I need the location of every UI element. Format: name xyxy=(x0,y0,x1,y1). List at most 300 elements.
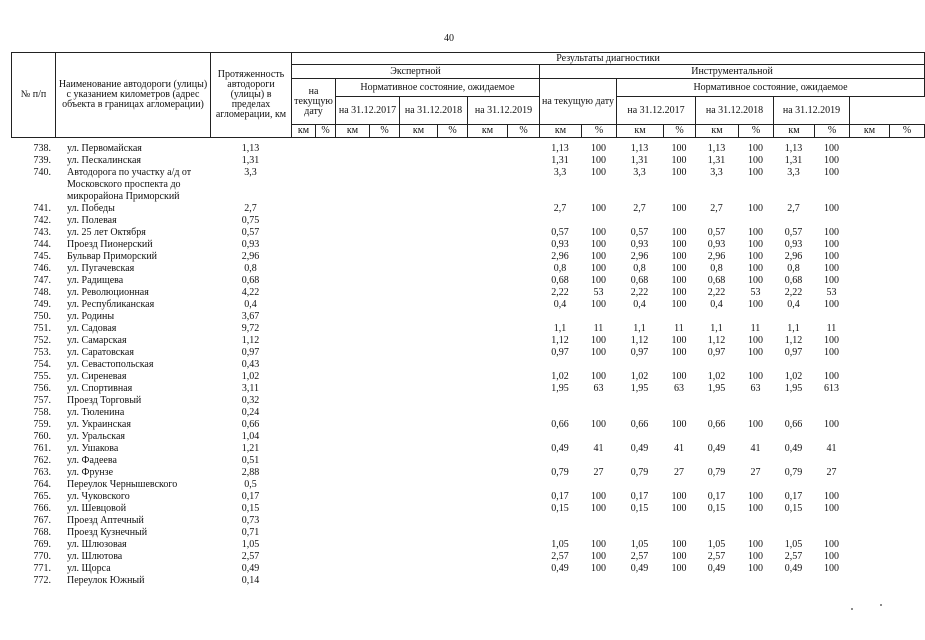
row-number: 749. xyxy=(33,299,51,310)
row-number: 747. xyxy=(33,275,51,286)
row-expert-cell xyxy=(467,347,507,359)
row-number: 769. xyxy=(33,539,51,550)
row-number: 762. xyxy=(33,455,51,466)
row-instr-pct: 100 xyxy=(824,203,839,214)
row-expert-cell xyxy=(507,311,539,323)
row-instr-km: 0,49 xyxy=(630,563,649,574)
row-length: 0,17 xyxy=(241,491,260,502)
row-length: 1,05 xyxy=(241,539,260,550)
row-expert-cell xyxy=(369,299,399,311)
row-expert-cell xyxy=(437,155,467,167)
row-expert-cell xyxy=(437,383,467,395)
row-instr-pct: 41 xyxy=(750,443,761,454)
row-number: 766. xyxy=(33,503,51,514)
row-expert-cell xyxy=(467,515,507,527)
row-expert-cell xyxy=(467,239,507,251)
row-instr-km xyxy=(773,395,814,407)
header-expert-date: на 31.12.2019 xyxy=(468,97,540,125)
row-instr-km xyxy=(773,431,814,443)
row-instr-pct: 613 xyxy=(824,383,839,394)
row-instr-km: 1,95 xyxy=(551,383,569,394)
row-instr-pct xyxy=(663,575,695,587)
row-instr-pct: 100 xyxy=(748,203,763,214)
row-instr-km xyxy=(539,515,581,527)
row-expert-cell xyxy=(437,143,467,155)
row-instr-km xyxy=(539,359,581,371)
row-expert-cell xyxy=(399,335,437,347)
row-expert-cell xyxy=(437,251,467,263)
row-instr-km xyxy=(539,431,581,443)
row-expert-cell xyxy=(291,215,315,227)
row-expert-cell xyxy=(369,455,399,467)
row-instr-pct xyxy=(663,407,695,419)
row-instr-km: 2,22 xyxy=(551,287,569,298)
row-expert-cell xyxy=(315,383,335,395)
row-expert-cell xyxy=(335,215,369,227)
row-expert-cell xyxy=(399,323,437,335)
row-instr-km: 1,1 xyxy=(787,323,800,334)
row-road-name: ул. Сиреневая xyxy=(67,371,127,382)
row-expert-cell xyxy=(437,479,467,491)
row-expert-cell xyxy=(467,527,507,539)
row-expert-cell xyxy=(467,539,507,551)
row-expert-cell xyxy=(315,227,335,239)
row-length: 0,24 xyxy=(241,407,260,418)
row-instr-pct: 27 xyxy=(593,467,604,478)
row-expert-cell xyxy=(507,575,539,587)
row-instr-km: 1,05 xyxy=(551,539,569,550)
row-length: 2,57 xyxy=(241,551,260,562)
row-instr-pct xyxy=(663,527,695,539)
unit-pct: % xyxy=(664,125,696,138)
table-row xyxy=(11,563,924,575)
row-expert-cell xyxy=(507,371,539,383)
row-instr-pct: 100 xyxy=(671,503,687,514)
row-expert-cell xyxy=(369,311,399,323)
row-expert-cell xyxy=(369,263,399,275)
row-length: 1,31 xyxy=(241,155,260,166)
row-expert-cell xyxy=(507,251,539,263)
row-expert-cell xyxy=(507,491,539,503)
row-instr-km: 2,22 xyxy=(707,287,726,298)
row-instr-pct: 27 xyxy=(674,467,684,478)
row-instr-pct xyxy=(738,455,773,467)
row-instr-km: 0,93 xyxy=(551,239,569,250)
row-instr-pct: 100 xyxy=(591,563,606,574)
row-road-name: Бульвар Приморский xyxy=(67,251,158,262)
row-expert-cell xyxy=(291,503,315,515)
row-instr-km xyxy=(539,311,581,323)
row-instr-km: 0,97 xyxy=(707,347,726,358)
row-expert-cell xyxy=(315,503,335,515)
row-instr-pct: 100 xyxy=(671,263,687,274)
row-instr-pct xyxy=(581,515,616,527)
row-expert-cell xyxy=(315,263,335,275)
row-expert-cell xyxy=(315,539,335,551)
row-expert-cell xyxy=(369,323,399,335)
row-instr-km: 0,79 xyxy=(630,467,649,478)
row-expert-cell xyxy=(335,239,369,251)
row-instr-km: 0,49 xyxy=(707,563,726,574)
row-number: 743. xyxy=(33,227,51,238)
row-instr-km: 1,1 xyxy=(633,323,646,334)
row-instr-pct: 63 xyxy=(593,383,604,394)
table-row xyxy=(11,323,924,335)
row-expert-cell xyxy=(369,527,399,539)
unit-km: км xyxy=(400,125,438,138)
row-instr-km: 1,13 xyxy=(707,143,726,154)
row-length: 0,66 xyxy=(241,419,260,430)
row-instr-km: 0,8 xyxy=(633,263,646,274)
header-instr-current: на текущую дату xyxy=(540,79,617,125)
table-row xyxy=(11,383,924,395)
row-instr-pct xyxy=(581,431,616,443)
row-instr-pct xyxy=(663,515,695,527)
row-expert-cell xyxy=(291,275,315,287)
row-instr-km: 0,49 xyxy=(784,443,803,454)
row-instr-pct: 41 xyxy=(593,443,604,454)
unit-km: км xyxy=(468,125,508,138)
row-instr-pct xyxy=(814,395,849,407)
row-expert-cell xyxy=(291,515,315,527)
row-road-name: ул. Чуковского xyxy=(67,491,130,502)
row-instr-pct: 100 xyxy=(824,143,839,154)
row-expert-cell xyxy=(437,263,467,275)
row-instr-pct: 100 xyxy=(748,263,763,274)
row-instr-pct xyxy=(814,359,849,371)
row-instr-pct: 100 xyxy=(824,347,839,358)
row-expert-cell xyxy=(369,419,399,431)
row-expert-cell xyxy=(507,227,539,239)
row-instr-km xyxy=(616,515,663,527)
row-instr-pct: 100 xyxy=(824,239,839,250)
row-expert-cell xyxy=(291,551,315,563)
row-expert-cell xyxy=(335,503,369,515)
unit-pct: % xyxy=(890,125,925,138)
row-expert-cell xyxy=(335,563,369,575)
row-expert-cell xyxy=(335,527,369,539)
row-expert-cell xyxy=(315,455,335,467)
row-instr-pct: 100 xyxy=(748,335,763,346)
row-expert-cell xyxy=(369,359,399,371)
row-expert-cell xyxy=(369,371,399,383)
row-expert-cell xyxy=(399,263,437,275)
row-expert-cell xyxy=(467,143,507,155)
row-instr-km: 0,79 xyxy=(707,467,726,478)
table-row xyxy=(11,227,924,239)
row-expert-cell xyxy=(507,143,539,155)
row-road-name: Автодорога по участку а/д от Московского проспекта до микрорайона Приморский xyxy=(67,167,192,202)
row-instr-pct: 100 xyxy=(591,371,606,382)
row-instr-pct: 100 xyxy=(671,155,687,166)
row-instr-km: 0,15 xyxy=(707,503,726,514)
row-instr-pct: 27 xyxy=(826,467,837,478)
row-instr-km: 0,97 xyxy=(630,347,649,358)
unit-pct: % xyxy=(316,125,336,138)
row-expert-cell xyxy=(437,455,467,467)
row-instr-km: 2,7 xyxy=(633,203,646,214)
row-instr-pct xyxy=(814,455,849,467)
row-expert-cell xyxy=(369,215,399,227)
table-row xyxy=(11,407,924,419)
row-expert-cell xyxy=(507,263,539,275)
row-expert-cell xyxy=(291,407,315,419)
row-instr-km: 0,66 xyxy=(784,419,803,430)
row-instr-km: 1,05 xyxy=(784,539,803,550)
row-instr-pct: 100 xyxy=(591,263,606,274)
row-length: 2,7 xyxy=(244,203,257,214)
row-expert-cell xyxy=(399,479,437,491)
row-road-name: ул. Радищева xyxy=(67,275,124,286)
table-header xyxy=(11,52,925,138)
row-instr-km: 0,4 xyxy=(633,299,646,310)
row-expert-cell xyxy=(399,251,437,263)
table-row xyxy=(11,455,924,467)
row-road-name: ул. Шевцовой xyxy=(67,503,127,514)
row-expert-cell xyxy=(369,395,399,407)
row-expert-cell xyxy=(291,467,315,479)
row-instr-pct xyxy=(814,575,849,587)
row-number: 763. xyxy=(33,467,51,478)
row-number: 760. xyxy=(33,431,51,442)
row-expert-cell xyxy=(399,395,437,407)
row-expert-cell xyxy=(507,323,539,335)
row-expert-cell xyxy=(507,407,539,419)
row-instr-km: 1,02 xyxy=(551,371,569,382)
row-length: 0,32 xyxy=(241,395,260,406)
row-expert-cell xyxy=(291,575,315,587)
row-length: 0,8 xyxy=(244,263,257,274)
row-instr-pct xyxy=(663,359,695,371)
row-number: 761. xyxy=(33,443,51,454)
row-expert-cell xyxy=(291,263,315,275)
row-instr-pct: 100 xyxy=(671,551,687,562)
row-expert-cell xyxy=(467,407,507,419)
row-road-name: ул. Пескалинская xyxy=(67,155,142,166)
row-expert-cell xyxy=(369,347,399,359)
row-instr-pct: 100 xyxy=(824,419,839,430)
row-instr-pct: 100 xyxy=(824,371,839,382)
row-expert-cell xyxy=(437,347,467,359)
row-expert-cell xyxy=(399,143,437,155)
row-instr-pct: 100 xyxy=(591,227,606,238)
row-instr-km: 1,02 xyxy=(707,371,726,382)
row-expert-cell xyxy=(291,383,315,395)
row-instr-km: 0,17 xyxy=(551,491,569,502)
row-number: 765. xyxy=(33,491,51,502)
row-instr-km: 0,68 xyxy=(630,275,649,286)
row-expert-cell xyxy=(437,215,467,227)
row-instr-pct: 100 xyxy=(748,239,763,250)
row-expert-cell xyxy=(467,383,507,395)
scan-speck xyxy=(880,604,882,606)
row-expert-cell xyxy=(369,203,399,215)
row-instr-pct xyxy=(663,431,695,443)
row-expert-cell xyxy=(399,215,437,227)
row-instr-km xyxy=(773,359,814,371)
row-expert-cell xyxy=(399,575,437,587)
row-instr-pct: 100 xyxy=(591,335,606,346)
row-expert-cell xyxy=(467,443,507,455)
row-instr-pct: 100 xyxy=(591,539,606,550)
row-expert-cell xyxy=(335,275,369,287)
row-expert-cell xyxy=(437,371,467,383)
row-length: 0,15 xyxy=(241,503,260,514)
row-expert-cell xyxy=(437,551,467,563)
row-expert-cell xyxy=(399,515,437,527)
unit-km: км xyxy=(696,125,739,138)
row-expert-cell xyxy=(335,515,369,527)
scan-speck xyxy=(851,608,853,610)
row-expert-cell xyxy=(507,467,539,479)
table-row xyxy=(11,203,924,215)
table-row xyxy=(11,551,924,563)
table-row xyxy=(11,503,924,515)
row-expert-cell xyxy=(437,491,467,503)
row-expert-cell xyxy=(369,335,399,347)
row-instr-pct xyxy=(814,215,849,227)
row-expert-cell xyxy=(467,275,507,287)
row-instr-km: 0,15 xyxy=(630,503,649,514)
row-expert-cell xyxy=(467,287,507,299)
row-instr-km: 1,95 xyxy=(630,383,649,394)
row-instr-pct xyxy=(663,215,695,227)
row-instr-km: 0,17 xyxy=(707,491,726,502)
row-expert-cell xyxy=(437,419,467,431)
row-length: 0,49 xyxy=(241,563,260,574)
row-instr-km xyxy=(616,359,663,371)
row-expert-cell xyxy=(335,311,369,323)
row-expert-cell xyxy=(467,359,507,371)
row-instr-km: 0,49 xyxy=(630,443,649,454)
row-instr-km: 0,66 xyxy=(630,419,649,430)
row-expert-cell xyxy=(315,143,335,155)
row-instr-km: 1,31 xyxy=(551,155,569,166)
row-instr-km: 1,13 xyxy=(551,143,569,154)
row-instr-km: 1,31 xyxy=(707,155,726,166)
row-instr-km: 2,96 xyxy=(784,251,803,262)
row-instr-km xyxy=(695,215,738,227)
row-expert-cell xyxy=(467,155,507,167)
row-instr-pct: 100 xyxy=(748,503,763,514)
row-expert-cell xyxy=(291,491,315,503)
row-expert-cell xyxy=(507,431,539,443)
row-number: 772. xyxy=(33,575,51,586)
unit-km: км xyxy=(774,125,815,138)
row-instr-pct: 11 xyxy=(750,323,761,334)
row-instr-pct xyxy=(738,215,773,227)
row-expert-cell xyxy=(399,311,437,323)
row-instr-km xyxy=(616,527,663,539)
row-expert-cell xyxy=(335,227,369,239)
row-instr-km xyxy=(539,527,581,539)
row-expert-cell xyxy=(467,455,507,467)
header-expert-date: на 31.12.2018 xyxy=(400,97,468,125)
row-expert-cell xyxy=(369,227,399,239)
row-instr-km xyxy=(616,407,663,419)
row-instr-km: 2,22 xyxy=(630,287,649,298)
row-road-name: Переулок Чернышевского xyxy=(67,479,178,490)
row-instr-km: 0,57 xyxy=(784,227,803,238)
row-instr-km: 0,15 xyxy=(784,503,803,514)
row-expert-cell xyxy=(315,299,335,311)
row-instr-km xyxy=(773,215,814,227)
row-road-name: ул. Щорса xyxy=(67,563,111,574)
row-expert-cell xyxy=(315,563,335,575)
row-instr-pct: 100 xyxy=(824,155,839,166)
row-expert-cell xyxy=(507,203,539,215)
row-road-name: ул. Первомайская xyxy=(67,143,142,154)
row-expert-cell xyxy=(467,203,507,215)
row-length: 0,97 xyxy=(241,347,260,358)
row-expert-cell xyxy=(399,455,437,467)
row-expert-cell xyxy=(507,155,539,167)
row-instr-km: 0,68 xyxy=(784,275,803,286)
row-instr-km xyxy=(773,311,814,323)
table-row xyxy=(11,287,924,299)
row-expert-cell xyxy=(369,407,399,419)
row-instr-km xyxy=(616,431,663,443)
row-expert-cell xyxy=(335,299,369,311)
table-row xyxy=(11,167,924,203)
row-instr-pct: 100 xyxy=(591,239,606,250)
row-instr-pct: 53 xyxy=(593,287,604,298)
row-instr-pct xyxy=(814,407,849,419)
row-expert-cell xyxy=(507,455,539,467)
header-instrumental: Инструментальной xyxy=(540,65,925,79)
table-row xyxy=(11,275,924,287)
row-expert-cell xyxy=(437,275,467,287)
row-expert-cell xyxy=(467,419,507,431)
row-road-name: ул. Ушакова xyxy=(67,443,119,454)
row-instr-km: 0,49 xyxy=(784,563,803,574)
row-instr-km xyxy=(616,215,663,227)
unit-pct: % xyxy=(582,125,617,138)
row-expert-cell xyxy=(291,167,315,203)
row-length: 0,43 xyxy=(241,359,260,370)
row-instr-pct xyxy=(814,515,849,527)
row-expert-cell xyxy=(315,395,335,407)
row-length: 1,04 xyxy=(241,431,260,442)
row-expert-cell xyxy=(507,539,539,551)
row-road-name: Проезд Торговый xyxy=(67,395,142,406)
row-instr-pct: 100 xyxy=(671,275,687,286)
row-instr-km: 2,7 xyxy=(553,203,567,214)
row-length: 2,88 xyxy=(241,467,260,478)
row-expert-cell xyxy=(335,575,369,587)
unit-km: км xyxy=(336,125,370,138)
table-row xyxy=(11,251,924,263)
row-instr-pct: 100 xyxy=(671,287,687,298)
row-number: 758. xyxy=(33,407,51,418)
row-expert-cell xyxy=(291,359,315,371)
table-row xyxy=(11,311,924,323)
row-expert-cell xyxy=(467,467,507,479)
row-instr-pct: 100 xyxy=(671,491,687,502)
row-instr-km xyxy=(695,431,738,443)
row-expert-cell xyxy=(437,395,467,407)
row-road-name: ул. 25 лет Октября xyxy=(67,227,146,238)
row-number: 744. xyxy=(33,239,51,250)
row-length: 1,02 xyxy=(241,371,260,382)
row-expert-cell xyxy=(399,155,437,167)
row-instr-km xyxy=(773,407,814,419)
row-length: 4,22 xyxy=(241,287,260,298)
row-expert-cell xyxy=(399,371,437,383)
row-expert-cell xyxy=(399,383,437,395)
row-expert-cell xyxy=(507,551,539,563)
row-instr-pct: 100 xyxy=(591,491,606,502)
